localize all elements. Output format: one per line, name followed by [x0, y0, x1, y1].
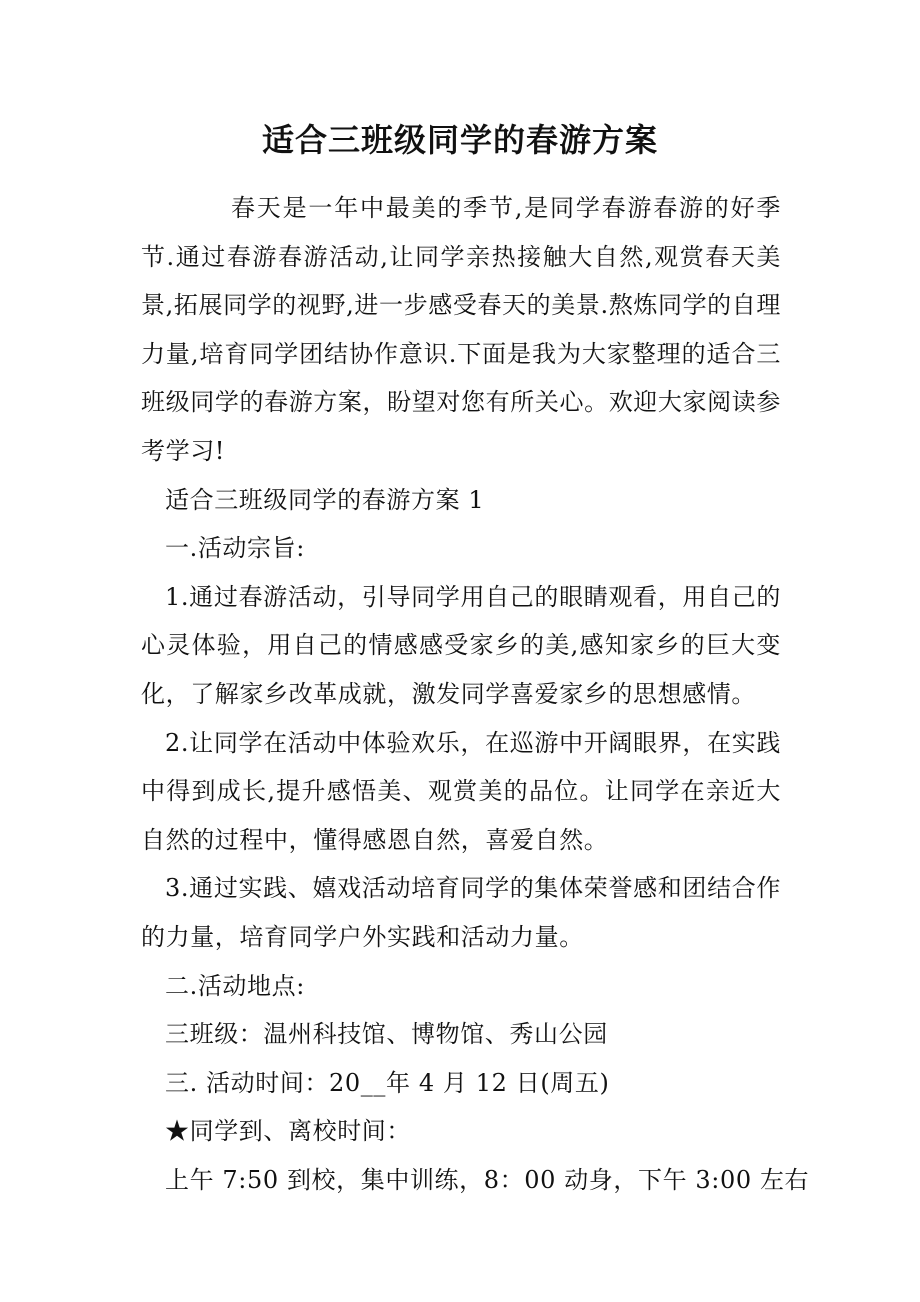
section-heading-time: 三. 活动时间：20__年 4 月 12 日(周五) [165, 1068, 610, 1097]
plan-subtitle: 适合三班级同学的春游方案 1 [165, 485, 485, 514]
section-heading-location: 二.活动地点: [165, 971, 305, 1000]
document-body [141, 184, 810, 1204]
time-heading: ★同学到、离校时间： [165, 1117, 411, 1146]
section-heading-purpose: 一.活动宗旨: [165, 534, 305, 563]
document-title: 适合三班级同学的春游方案 [261, 121, 658, 159]
time-detail: 上午 7:50 到校，集中训练，8：00 动身，下午 3:00 左右 [165, 1165, 810, 1194]
purpose-item-3: 3.通过实践、嬉戏活动培育同学的集体荣誉感和团结合作的力量，培育同学户外实践和活动力量。 [141, 874, 781, 951]
purpose-item-1: 1.通过春游活动，引导同学用自己的眼睛观看，用自己的心灵体验，用自己的情感感受家乡的美,感知家乡的巨大变化，了解家乡改革成就，激发同学喜爱家乡的思想感情。 [141, 582, 781, 708]
intro-paragraph: 春天是一年中最美的季节,是同学春游春游的好季节.通过春游春游活动,让同学亲热接触大自然,观赏春天美景,拓展同学的视野,进一步感受春天的美景.熬炼同学的自理力量,培育同学团结协作意识.下面是我为大家整理的适合三班级同学的春游方案，盼望对您有所关心。欢迎大家阅读参考学习! [141, 194, 781, 465]
location-text: 三班级：温州科技馆、博物馆、秀山公园 [165, 1020, 608, 1049]
purpose-item-2: 2.让同学在活动中体验欢乐，在巡游中开阔眼界，在实践中得到成长,提升感悟美、观赏美的品位。让同学在亲近大自然的过程中，懂得感恩自然，喜爱自然。 [141, 728, 781, 854]
